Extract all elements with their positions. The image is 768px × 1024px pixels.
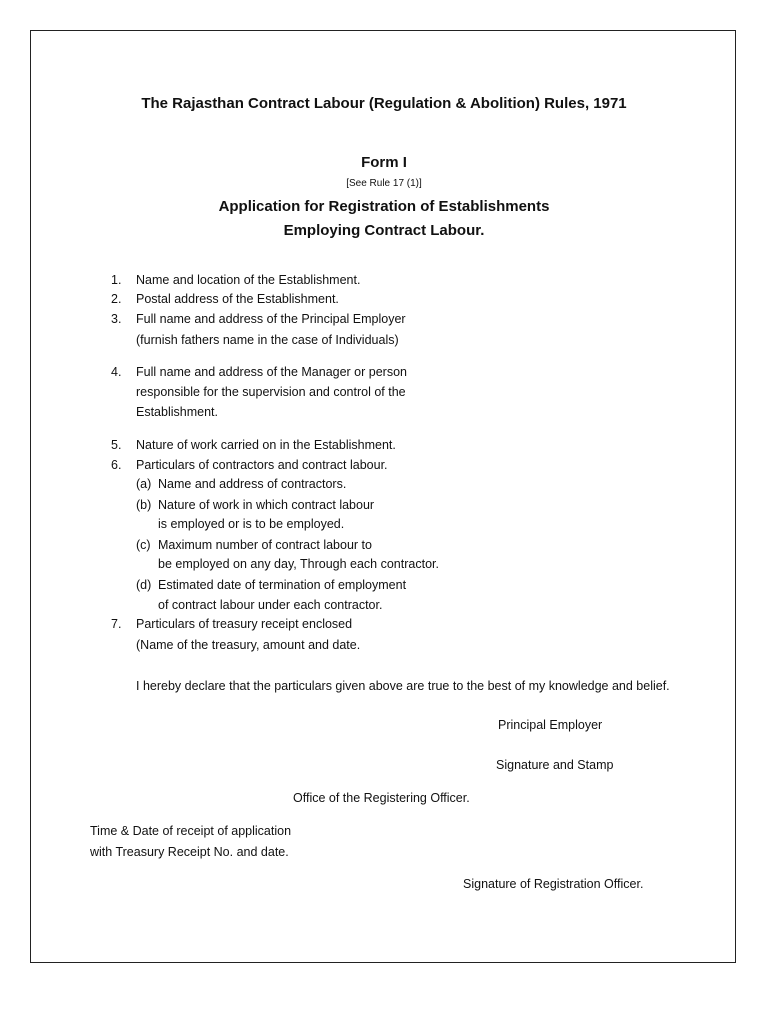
subitem-tag: (a) xyxy=(136,477,152,491)
subitem-tag: (b) xyxy=(136,498,152,512)
item-text: Establishment. xyxy=(136,405,218,419)
rule-reference: [See Rule 17 (1)] xyxy=(346,178,422,189)
receipt-line1: Time & Date of receipt of application xyxy=(90,824,292,838)
application-title-line2: Employing Contract Labour. xyxy=(283,222,485,239)
item-number: 2. xyxy=(111,292,122,306)
subitem-text: Estimated date of termination of employment xyxy=(158,578,407,592)
item-text: Full name and address of the Manager or person xyxy=(136,365,407,379)
item-text: (furnish fathers name in the case of Individuals) xyxy=(136,333,399,347)
principal-employer-label: Principal Employer xyxy=(498,718,603,732)
subitem-text: is employed or is to be employed. xyxy=(158,517,345,531)
subitem-text: Maximum number of contract labour to xyxy=(158,538,372,552)
subitem-text: Name and address of contractors. xyxy=(158,477,347,491)
item-text: (Name of the treasury, amount and date. xyxy=(136,638,361,652)
item-text: Full name and address of the Principal Employer xyxy=(136,312,406,326)
declaration-text: I hereby declare that the particulars given above are true to the best of my knowledge and belief. xyxy=(136,679,670,693)
item-text: Nature of work carried on in the Establishment. xyxy=(136,438,396,452)
item-number: 5. xyxy=(111,438,122,452)
subitem-text: Nature of work in which contract labour xyxy=(158,498,375,512)
item-number: 1. xyxy=(111,273,122,287)
item-number: 3. xyxy=(111,312,122,326)
item-number: 7. xyxy=(111,617,122,631)
item-text: Particulars of treasury receipt enclosed xyxy=(136,617,353,631)
item-text: Name and location of the Establishment. xyxy=(136,273,361,287)
item-number: 4. xyxy=(111,365,122,379)
item-text: Postal address of the Establishment. xyxy=(136,292,339,306)
signature-stamp-label: Signature and Stamp xyxy=(496,758,614,772)
subitem-tag: (d) xyxy=(136,578,152,592)
receipt-line2: with Treasury Receipt No. and date. xyxy=(90,845,289,859)
item-text: responsible for the supervision and control of the xyxy=(136,385,406,399)
item-text: Particulars of contractors and contract labour. xyxy=(136,458,388,472)
form-title: Form I xyxy=(361,154,407,171)
subitem-text: be employed on any day, Through each contractor. xyxy=(158,557,439,571)
registration-officer-signature: Signature of Registration Officer. xyxy=(463,877,644,891)
subitem-text: of contract labour under each contractor. xyxy=(158,598,383,612)
application-title-line1: Application for Registration of Establishments xyxy=(218,198,550,215)
item-number: 6. xyxy=(111,458,122,472)
office-label: Office of the Registering Officer. xyxy=(293,791,470,805)
document-heading: The Rajasthan Contract Labour (Regulation & Abolition) Rules, 1971 xyxy=(141,95,627,112)
subitem-tag: (c) xyxy=(136,538,151,552)
